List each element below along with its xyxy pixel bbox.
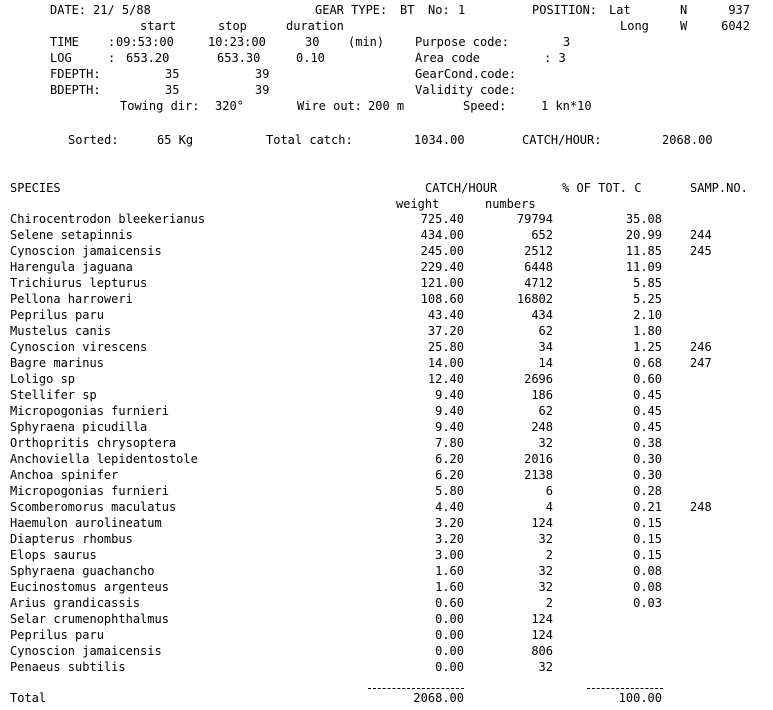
catch-numbers: 79794	[516, 212, 553, 226]
catch-numbers: 2696	[524, 372, 553, 386]
catch-numbers: 16802	[516, 292, 553, 306]
percent-of-total: 0.30	[633, 468, 662, 482]
catch-numbers: 32	[538, 436, 553, 450]
percent-of-total: 5.85	[633, 276, 662, 290]
lat-hemisphere: N	[680, 3, 688, 17]
sample-number: 248	[690, 500, 712, 514]
species-name: Elops saurus	[10, 548, 97, 562]
sample-number: 245	[690, 244, 712, 258]
catch-weight: 9.40	[435, 404, 464, 418]
bdepth-label: BDEPTH:	[50, 83, 101, 97]
species-name: Micropogonias furnieri	[10, 484, 169, 498]
percent-of-total: 0.30	[633, 452, 662, 466]
species-name: Cynoscion jamaicensis	[10, 244, 162, 258]
species-name: Cynoscion jamaicensis	[10, 644, 162, 658]
species-name: Mustelus canis	[10, 324, 112, 338]
species-name: Trichiurus lepturus	[10, 276, 148, 290]
time-label: TIME	[50, 35, 79, 49]
position-label: POSITION:	[532, 3, 598, 17]
area-code-value: : 3	[544, 51, 566, 65]
percent-of-total: 20.99	[625, 228, 662, 242]
percent-total-column-header: % OF TOT. C	[562, 181, 642, 195]
species-column-header: SPECIES	[10, 181, 61, 195]
species-name: Micropogonias furnieri	[10, 404, 169, 418]
catch-weight: 725.40	[420, 212, 464, 226]
catch-numbers: 186	[531, 388, 553, 402]
species-name: Cynoscion virescens	[10, 340, 148, 354]
sample-number-column-header: SAMP.NO.	[690, 181, 748, 195]
catch-numbers: 6448	[524, 260, 553, 274]
catch-weight: 12.40	[427, 372, 464, 386]
log-start: 653.20	[126, 51, 170, 65]
lat-value: 937	[728, 3, 750, 17]
catch-per-hour-column-header: CATCH/HOUR	[425, 181, 498, 195]
percent-of-total: 11.85	[625, 244, 662, 258]
area-code-label: Area code	[415, 51, 481, 65]
percent-of-total: 0.15	[633, 548, 662, 562]
col-stop-label: stop	[218, 19, 247, 33]
catch-weight: 6.20	[435, 468, 464, 482]
percent-of-total: 0.60	[633, 372, 662, 386]
time-start: 09:53:00	[116, 35, 174, 49]
catch-weight: 1.60	[435, 564, 464, 578]
log-duration: 0.10	[296, 51, 325, 65]
catch-weight: 0.00	[435, 644, 464, 658]
date-value: 21/ 5/88	[93, 3, 151, 17]
catch-weight: 3.00	[435, 548, 464, 562]
towing-dir-label: Towing dir:	[120, 99, 200, 113]
pct-total-rule	[587, 688, 663, 689]
catch-numbers: 652	[531, 228, 553, 242]
percent-of-total: 11.09	[625, 260, 662, 274]
gear-cond-code-label: GearCond.code:	[415, 67, 517, 81]
time-unit: (min)	[348, 35, 385, 49]
bdepth-start: 35	[165, 83, 180, 97]
catch-numbers: 32	[538, 580, 553, 594]
catch-weight: 108.60	[420, 292, 464, 306]
catch-weight: 121.00	[420, 276, 464, 290]
catch-numbers: 806	[531, 644, 553, 658]
catch-weight: 37.20	[427, 324, 464, 338]
catch-numbers: 2016	[524, 452, 553, 466]
percent-of-total: 1.25	[633, 340, 662, 354]
species-name: Loligo sp	[10, 372, 76, 386]
catch-weight: 3.20	[435, 532, 464, 546]
species-name: Harengula jaguana	[10, 260, 133, 274]
species-name: Eucinostomus argenteus	[10, 580, 169, 594]
catch-numbers: 4	[545, 500, 553, 514]
species-name: Scomberomorus maculatus	[10, 500, 177, 514]
total-label: Total	[10, 691, 47, 705]
catch-per-hour-value: 2068.00	[662, 133, 713, 147]
catch-numbers: 6	[545, 484, 553, 498]
time-stop: 10:23:00	[208, 35, 266, 49]
sample-number: 246	[690, 340, 712, 354]
speed-label: Speed:	[463, 99, 507, 113]
fdepth-label: FDEPTH:	[50, 67, 101, 81]
percent-of-total: 0.45	[633, 404, 662, 418]
species-name: Orthopritis chrysoptera	[10, 436, 177, 450]
catch-weight: 14.00	[427, 356, 464, 370]
catch-weight: 7.80	[435, 436, 464, 450]
species-name: Anchoa spinifer	[10, 468, 119, 482]
catch-numbers: 32	[538, 532, 553, 546]
catch-weight: 25.80	[427, 340, 464, 354]
percent-of-total: 0.08	[633, 580, 662, 594]
percent-of-total: 0.08	[633, 564, 662, 578]
weight-total-rule	[368, 688, 464, 689]
species-name: Diapterus rhombus	[10, 532, 133, 546]
catch-numbers: 2	[545, 548, 553, 562]
species-name: Stellifer sp	[10, 388, 97, 402]
species-name: Anchoviella lepidentostole	[10, 452, 198, 466]
species-name: Peprilus paru	[10, 628, 104, 642]
catch-numbers: 62	[538, 404, 553, 418]
gear-type-label: GEAR TYPE:	[315, 3, 388, 17]
fdepth-start: 35	[165, 67, 180, 81]
catch-numbers: 124	[531, 628, 553, 642]
species-name: Bagre marinus	[10, 356, 104, 370]
catch-numbers: 2	[545, 596, 553, 610]
wire-out-label: Wire out:	[297, 99, 363, 113]
date-label: DATE:	[50, 3, 87, 17]
sample-number: 244	[690, 228, 712, 242]
catch-weight: 0.60	[435, 596, 464, 610]
gear-type-value: BT	[400, 3, 415, 17]
catch-weight: 6.20	[435, 452, 464, 466]
total-catch-label: Total catch:	[266, 133, 353, 147]
catch-numbers: 4712	[524, 276, 553, 290]
total-weight: 2068.00	[413, 691, 464, 705]
long-hemisphere: W	[680, 19, 688, 33]
catch-numbers: 32	[538, 660, 553, 674]
catch-weight: 434.00	[420, 228, 464, 242]
numbers-subheader: numbers	[485, 197, 536, 211]
wire-out-value: 200 m	[368, 99, 405, 113]
percent-of-total: 1.80	[633, 324, 662, 338]
percent-of-total: 35.08	[625, 212, 662, 226]
catch-per-hour-label: CATCH/HOUR:	[522, 133, 602, 147]
catch-numbers: 124	[531, 516, 553, 530]
species-name: Sphyraena guachancho	[10, 564, 155, 578]
lat-label: Lat	[609, 3, 631, 17]
species-name: Haemulon aurolineatum	[10, 516, 162, 530]
col-duration-label: duration	[286, 19, 344, 33]
long-value: 6042	[721, 19, 750, 33]
percent-of-total: 0.38	[633, 436, 662, 450]
catch-numbers: 124	[531, 612, 553, 626]
species-name: Selene setapinnis	[10, 228, 133, 242]
station-no-value: 1	[458, 3, 466, 17]
time-duration: 30	[305, 35, 320, 49]
validity-code-label: Validity code:	[415, 83, 517, 97]
fdepth-stop: 39	[255, 67, 270, 81]
percent-of-total: 0.28	[633, 484, 662, 498]
catch-weight: 0.00	[435, 660, 464, 674]
log-stop: 653.30	[217, 51, 261, 65]
log-label: LOG	[50, 51, 72, 65]
species-name: Peprilus paru	[10, 308, 104, 322]
bdepth-stop: 39	[255, 83, 270, 97]
speed-value: 1 kn*10	[541, 99, 592, 113]
catch-weight: 5.80	[435, 484, 464, 498]
percent-of-total: 0.15	[633, 516, 662, 530]
percent-of-total: 0.45	[633, 388, 662, 402]
sample-number: 247	[690, 356, 712, 370]
sorted-value: 65 Kg	[157, 133, 194, 147]
percent-of-total: 5.25	[633, 292, 662, 306]
catch-numbers: 434	[531, 308, 553, 322]
catch-weight: 245.00	[420, 244, 464, 258]
catch-weight: 1.60	[435, 580, 464, 594]
catch-numbers: 32	[538, 564, 553, 578]
total-percent: 100.00	[618, 691, 662, 705]
catch-weight: 43.40	[427, 308, 464, 322]
catch-weight: 4.40	[435, 500, 464, 514]
total-catch-value: 1034.00	[414, 133, 465, 147]
catch-numbers: 248	[531, 420, 553, 434]
species-name: Arius grandicassis	[10, 596, 141, 610]
percent-of-total: 0.45	[633, 420, 662, 434]
catch-weight: 9.40	[435, 388, 464, 402]
species-name: Penaeus subtilis	[10, 660, 126, 674]
percent-of-total: 0.68	[633, 356, 662, 370]
catch-weight: 9.40	[435, 420, 464, 434]
col-start-label: start	[140, 19, 177, 33]
catch-weight: 0.00	[435, 612, 464, 626]
percent-of-total: 0.03	[633, 596, 662, 610]
purpose-code-label: Purpose code:	[415, 35, 509, 49]
species-name: Pellona harroweri	[10, 292, 133, 306]
species-name: Chirocentrodon bleekerianus	[10, 212, 206, 226]
percent-of-total: 0.15	[633, 532, 662, 546]
percent-of-total: 0.21	[633, 500, 662, 514]
purpose-code-value: 3	[563, 35, 571, 49]
long-label: Long	[620, 19, 649, 33]
percent-of-total: 2.10	[633, 308, 662, 322]
species-name: Sphyraena picudilla	[10, 420, 148, 434]
catch-numbers: 2138	[524, 468, 553, 482]
catch-weight: 229.40	[420, 260, 464, 274]
station-no-label: No:	[428, 3, 450, 17]
catch-weight: 3.20	[435, 516, 464, 530]
towing-dir-value: 320°	[215, 99, 244, 113]
catch-numbers: 14	[538, 356, 553, 370]
catch-weight: 0.00	[435, 628, 464, 642]
sorted-label: Sorted:	[68, 133, 119, 147]
catch-numbers: 62	[538, 324, 553, 338]
weight-subheader: weight	[396, 197, 440, 211]
catch-numbers: 2512	[524, 244, 553, 258]
species-name: Selar crumenophthalmus	[10, 612, 169, 626]
catch-numbers: 34	[538, 340, 553, 354]
